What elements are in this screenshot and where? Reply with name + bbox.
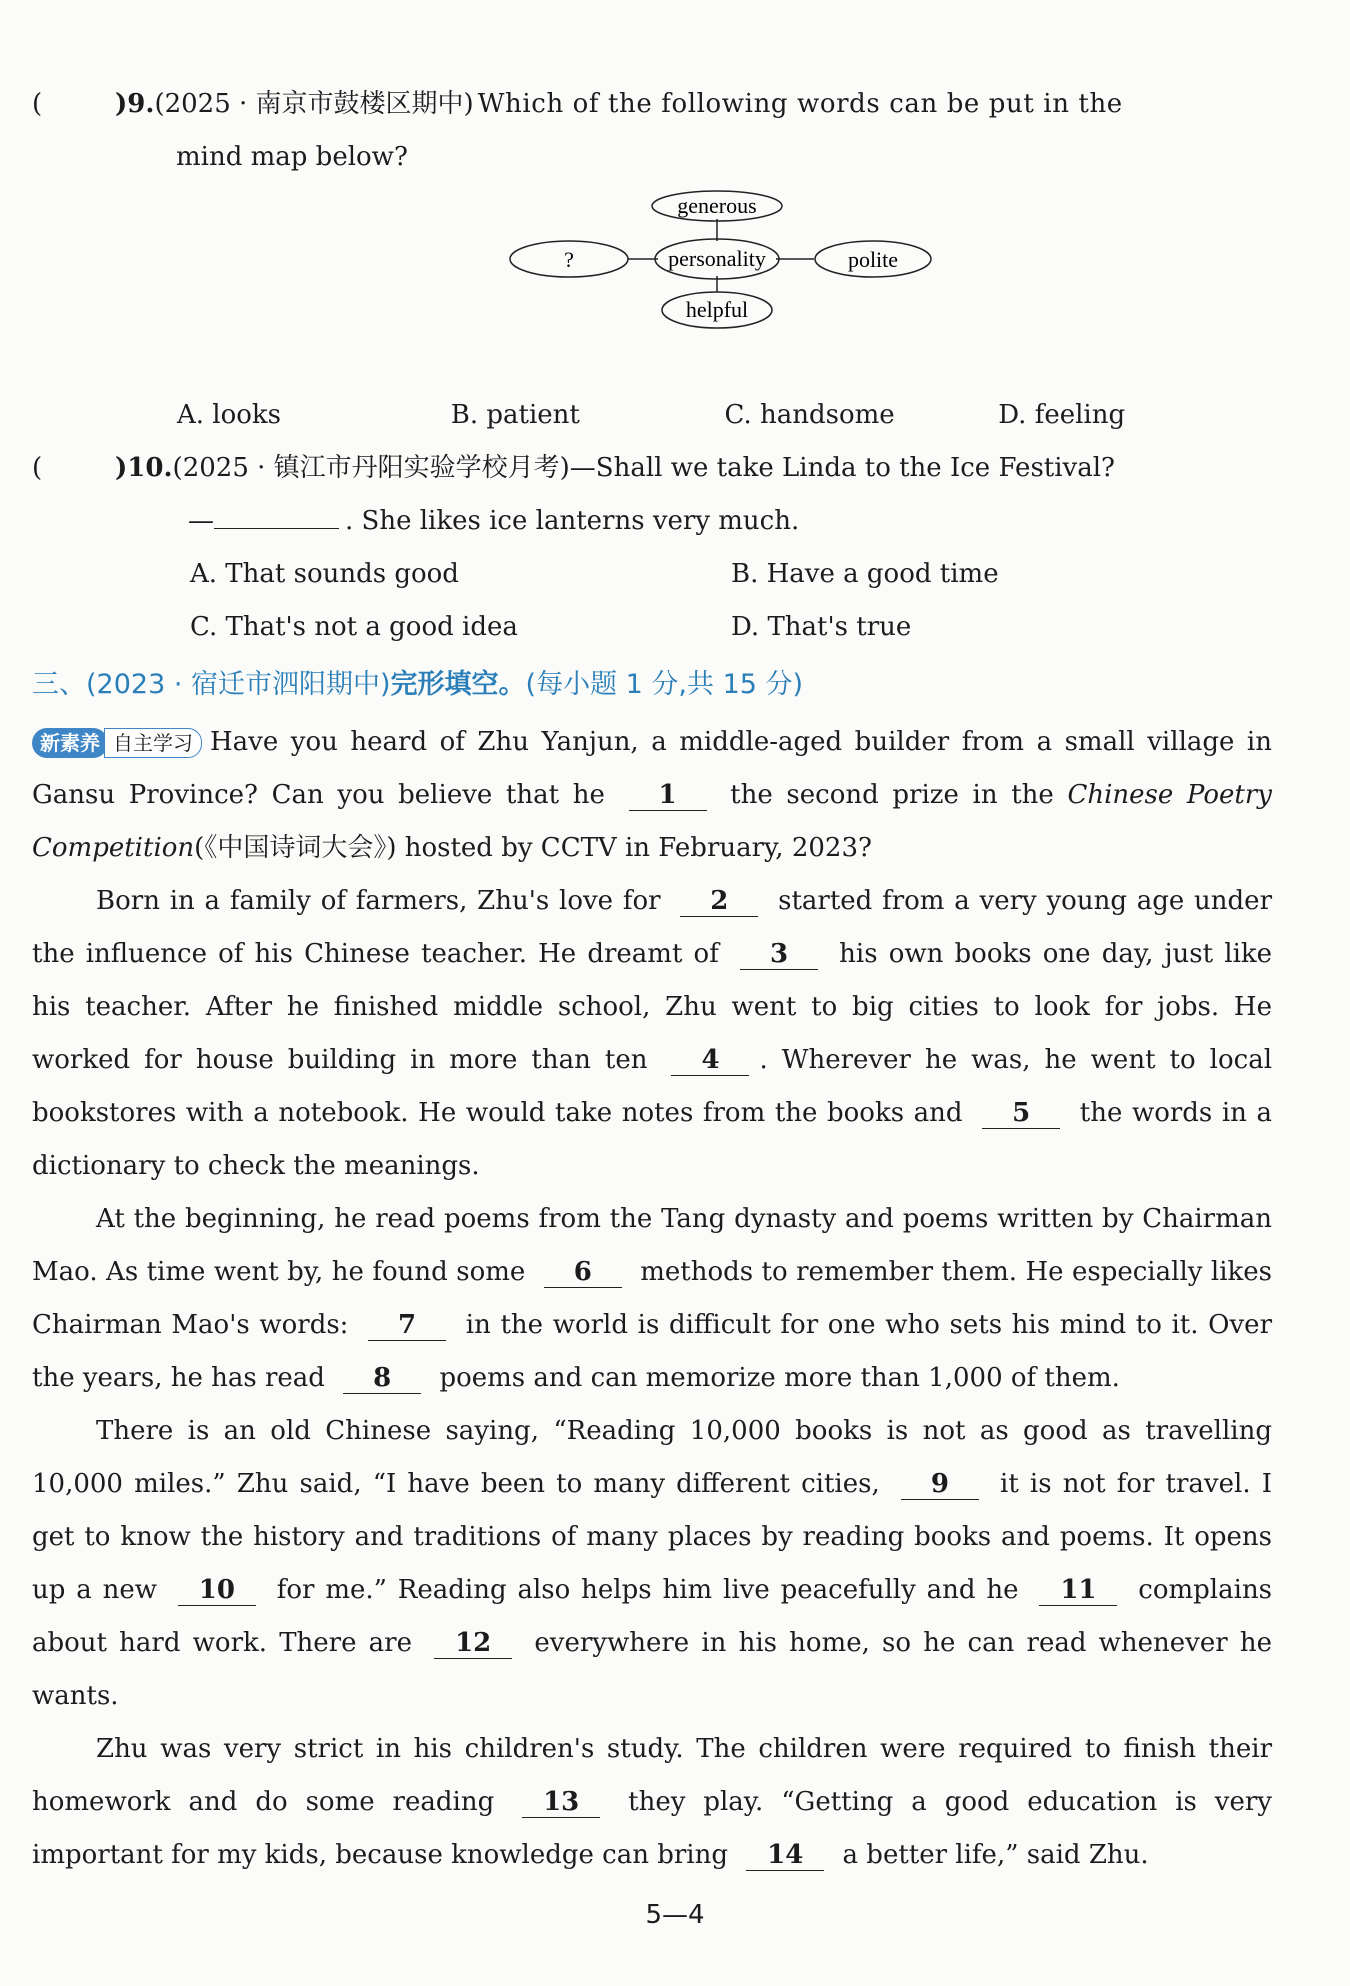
q9-options [32,389,1272,442]
blank-5[interactable]: 5 [982,1098,1060,1129]
question-source: (2025 · 南京市鼓楼区期中) [154,89,474,119]
answer-bracket[interactable]: ( [32,453,43,483]
section-number: 三、 [32,669,86,700]
blank-14[interactable]: 14 [746,1840,824,1871]
passage-text: (《中国诗词大会》) hosted by CCTV in February, 2023? [194,833,872,863]
blank-6[interactable]: 6 [544,1257,622,1288]
option-b[interactable]: B. Have a good time [731,559,999,589]
blank-3[interactable]: 3 [740,939,818,970]
question-stem-cont: . She likes ice lanterns very much. [345,506,800,536]
mind-map [500,186,960,376]
section-heading [32,658,1272,711]
blank-13[interactable]: 13 [522,1787,600,1818]
node-left-label: ? [564,247,574,272]
passage-text: Have you heard of Zhu Yanjun, a middle-aged builder from a small village in Gansu Province? Can you believe that he [32,727,1272,810]
passage-text: There is an old Chinese saying, “Reading 10,000 books is not as good as travelling 10,000 miles.” Zhu said, “I have been to many different cities, [32,1416,1272,1499]
passage-text: everywhere in his home, so he can read whenever he wants. [32,1628,1272,1711]
blank-4[interactable]: 4 [671,1045,749,1076]
blank-7[interactable]: 7 [368,1310,446,1341]
option-a[interactable]: A. looks [177,400,282,430]
section-score: (每小题 1 分,共 15 分) [525,669,804,700]
option-b[interactable]: B. patient [450,400,580,430]
passage-text: it is not for travel. I get to know the history and traditions of many places by reading books and poems. It opens up a new [32,1469,1272,1605]
passage-text: a better life,” said Zhu. [842,1840,1149,1870]
option-a[interactable]: A. That sounds good [190,559,459,589]
passage-text: complains about hard work. There are [32,1575,1273,1658]
dialogue-dash: — [188,506,214,536]
question-stem: Which of the following words can be put in the [477,89,1123,119]
node-center-label: personality [668,246,766,271]
node-top-label: generous [677,193,757,218]
question-number: )9. [115,89,155,119]
blank-9[interactable]: 9 [901,1469,979,1500]
blank-8[interactable]: 8 [343,1363,421,1394]
option-d[interactable]: D. That's true [731,612,912,642]
answer-bracket[interactable]: ( [32,89,43,119]
option-c[interactable]: C. handsome [724,400,895,430]
option-c[interactable]: C. That's not a good idea [190,612,518,642]
blank-2[interactable]: 2 [680,886,758,917]
node-right-label: polite [847,247,899,272]
passage-text: At the beginning, he read poems from the Tang dynasty and poems written by Chairman Mao. As time went by, he found some [32,1204,1272,1287]
question-stem-cont: mind map below? [176,142,408,172]
passage-text: poems and can memorize more than 1,000 of them. [439,1363,1120,1393]
page-number: 5—4 [645,1900,705,1930]
passage-text: they play. “Getting a good education is very important for my kids, because knowledge can bring [32,1787,1272,1870]
question-stem: —Shall we take Linda to the Ice Festival? [569,453,1115,483]
section-source: (2023 · 宿迁市泗阳期中) [86,669,391,700]
passage-text: his own books one day, just like his teacher. After he finished middle school, Zhu went to big cities to look for jobs. He worked for house building in more than ten [32,939,1273,1075]
passage-text: Zhu was very strict in his children's study. The children were required to finish their homework and do some reading [32,1734,1272,1817]
passage-text: started from a very young age under the influence of his Chinese teacher. He dreamt of [32,886,1272,969]
passage-text: Born in a family of farmers, Zhu's love for [96,886,661,916]
passage-text: for me.” Reading also helps him live peacefully and he [276,1575,1019,1605]
passage-text: methods to remember them. He especially likes Chairman Mao's words: [32,1257,1273,1340]
question-number: )10. [115,453,173,483]
blank-10[interactable]: 10 [178,1575,256,1606]
passage-text: . Wherever he was, he went to local bookstores with a notebook. He would take notes from the books and [32,1045,1273,1128]
competition-title: Chinese Poetry Competition [32,780,1272,863]
question-source: (2025 · 镇江市丹阳实验学校月考) [172,453,570,483]
passage-text: the second prize in the [730,780,1054,810]
passage-text: the words in a dictionary to check the meanings. [32,1098,1273,1181]
blank-11[interactable]: 11 [1039,1575,1117,1606]
question-10 [32,442,1272,654]
blank-1[interactable]: 1 [629,780,707,811]
blank-12[interactable]: 12 [434,1628,512,1659]
option-d[interactable]: D. feeling [998,400,1126,430]
passage-text: in the world is difficult for one who sets his mind to it. Over the years, he has read [32,1310,1272,1393]
answer-blank[interactable] [214,528,339,529]
question-9 [32,78,1272,184]
section-title: 完形填空。 [390,669,526,700]
cloze-passage [32,716,1272,1882]
self-study-badge: 自主学习 [104,728,202,758]
node-bottom-label: helpful [685,297,749,322]
new-literacy-badge: 新素养 [32,728,108,758]
